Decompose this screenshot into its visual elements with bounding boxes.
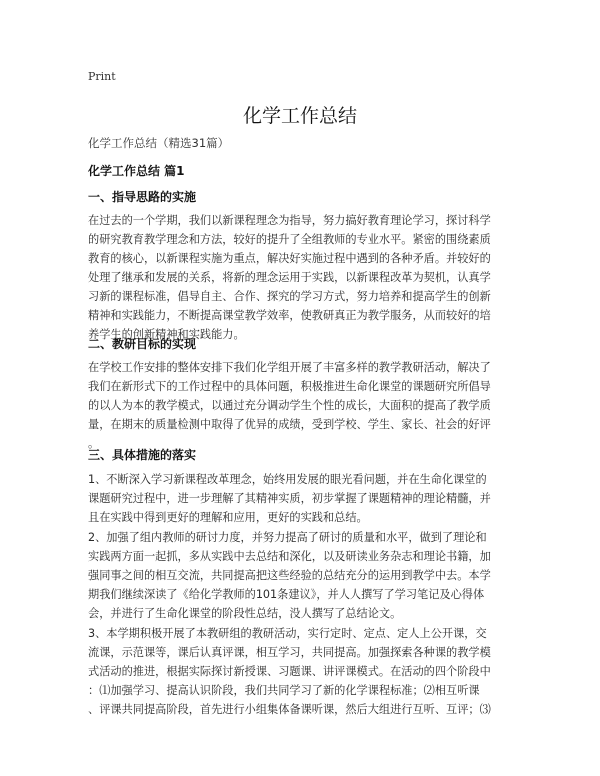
text-line: 习新的课程标准，倡导自主、合作、探究的学习方式，努力培养和提高学生的创新	[88, 290, 491, 303]
section-heading-measures: 三、具体措施的落实	[88, 448, 197, 462]
article-title: 化学工作总结 篇1	[88, 164, 185, 178]
text-line: 。	[88, 437, 100, 450]
section-heading-guidance: 一、指导思路的实施	[88, 190, 197, 204]
paragraph-measure-3	[88, 624, 516, 719]
text-line: 实践两方面一起抓，多从实践中去总结和深化，以及研读业务杂志和理论书籍，加	[88, 550, 491, 563]
text-line: 2、加强了组内教师的研讨力度，并努力提高了研讨的质量和水平，做到了理论和	[88, 531, 487, 544]
text-line: 式活动的推进，根据实际探讨新授课、习题课、讲评课模式。在活动的四个阶段中	[88, 665, 491, 678]
text-line: 我们在新形式下的工作过程中的具体问题，积极推进生命化课堂的课题研究所倡导	[88, 380, 491, 393]
section-heading-goals: 二、教研目标的实现	[88, 337, 197, 351]
text-line: 在学校工作安排的整体安排下我们化学组开展了丰富多样的教学教研活动，解决了	[88, 361, 491, 374]
paragraph-measure-2	[88, 528, 516, 623]
text-line: 3、本学期积极开展了本教研组的教研活动，实行定时、定点、定人上公开课，交	[88, 627, 487, 640]
print-link[interactable]: Print	[88, 70, 116, 83]
text-line: 课题研究过程中，进一步理解了其精神实质，初步掌握了课题精神的理论精髓，并	[88, 492, 491, 505]
text-line: 、评课共同提高阶段，首先进行小组集体备课听课，然后大组进行互听、互评；⑶	[88, 703, 491, 716]
text-line: 精神和实践能力，不断提高课堂教学效率，使教研真正为教学服务，从而较好的培	[88, 309, 491, 322]
text-line: 的以人为本的教学模式，以通过充分调动学生个性的成长，大面积的提高了教学质	[88, 399, 491, 412]
text-line: 期我们继续深读了《给化学教师的101条建议》，并人人撰写了学习笔记及心得体	[88, 588, 485, 601]
text-line: 在过去的一个学期，我们以新课程理念为指导，努力搞好教育理论学习，探讨科学	[88, 214, 491, 227]
text-line: 教育的核心，以新课程实施为重点，解决好实施过程中遇到的各种矛盾。并较好的	[88, 252, 491, 265]
paragraph-goals	[88, 358, 516, 453]
text-line: 养学生的创新精神和实践能力。	[88, 328, 245, 341]
text-line: 会，并进行了生命化课堂的阶段性总结，没人撰写了总结论文。	[88, 607, 402, 620]
text-line: 量，在期末的质量检测中取得了优异的成绩，受到学校、学生、家长、社会的好评	[88, 418, 491, 431]
document-title: 化学工作总结	[242, 105, 357, 127]
paragraph-measure-1	[88, 470, 516, 527]
text-line: 流课，示范课等，课后认真评课，相互学习，共同提高。加强探索各种课的教学模	[88, 646, 491, 659]
text-line: 处理了继承和发展的关系，将新的理念运用于实践，以新课程改革为契机，认真学	[88, 271, 491, 284]
paragraph-guidance	[88, 211, 516, 344]
text-line: ：⑴加强学习、提高认识阶段，我们共同学习了新的化学课程标准；⑵相互听课	[88, 684, 480, 697]
text-line: 的研究教育教学理念和方法，较好的提升了全组教师的专业水平。紧密的围绕素质	[88, 233, 491, 246]
text-line: 强同事之间的相互交流，共同提高把这些经验的总结充分的运用到教学中去。本学	[88, 569, 491, 582]
document-subtitle: 化学工作总结（精选31篇）	[88, 136, 230, 150]
text-line: 1、不断深入学习新课程改革理念，始终用发展的眼光看问题，并在生命化课堂的	[88, 473, 487, 486]
text-line: 且在实践中得到更好的理解和应用，更好的实践和总结。	[88, 511, 368, 524]
